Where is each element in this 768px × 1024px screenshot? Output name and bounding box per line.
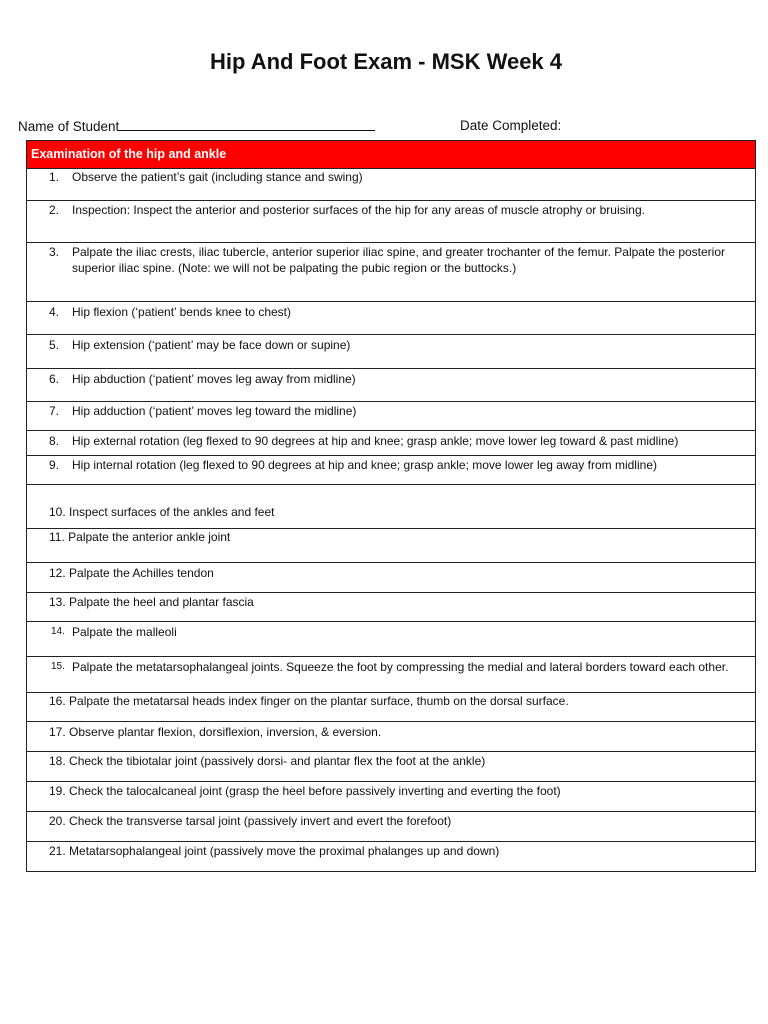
item-number: 21. [49, 844, 66, 858]
checklist-row [27, 169, 755, 201]
checklist-row [27, 201, 755, 243]
item-text: Hip adduction (‘patient’ moves leg toward the midline) [72, 404, 357, 418]
item-label: Palpate the anterior ankle joint [68, 530, 231, 544]
checklist-row [27, 456, 755, 485]
checklist-row [27, 657, 755, 693]
checklist-row [27, 622, 755, 657]
item-text [49, 753, 747, 769]
checklist-row [27, 812, 755, 842]
checklist-row [27, 842, 755, 871]
item-text [49, 843, 747, 859]
item-label: Palpate the heel and plantar fascia [69, 595, 254, 609]
checklist-row [27, 752, 755, 782]
item-number: 15. [51, 661, 65, 672]
item-number: 13. [49, 595, 66, 609]
checklist-row [27, 529, 755, 563]
student-name-label: Name of Student [18, 119, 120, 134]
item-label: Inspect surfaces of the ankles and feet [69, 505, 275, 519]
item-text: Observe the patient’s gait (including stance and swing) [72, 170, 363, 184]
item-number: 1. [49, 170, 60, 184]
item-text [49, 594, 747, 610]
item-label: Check the transverse tarsal joint (passively invert and evert the forefoot) [69, 814, 452, 828]
table-header: Examination of the hip and ankle [27, 141, 755, 169]
item-text [49, 783, 747, 799]
item-number: 9. [49, 458, 60, 472]
checklist-row [27, 563, 755, 593]
checklist-row [27, 302, 755, 335]
item-number: 14. [51, 626, 65, 637]
item-text: Hip flexion (‘patient’ bends knee to chest) [72, 305, 292, 319]
checklist-row [27, 782, 755, 812]
item-text: Palpate the malleoli [72, 625, 177, 639]
item-number: 2. [49, 203, 60, 217]
date-completed-field [460, 117, 561, 135]
item-text [49, 565, 747, 581]
item-number: 11. [49, 530, 65, 544]
checklist-row [27, 693, 755, 722]
exam-checklist-table [26, 140, 756, 872]
item-number: 3. [49, 245, 60, 259]
item-number: 4. [49, 305, 60, 319]
item-label: Check the talocalcaneal joint (grasp the heel before passively inverting and everting the foot) [69, 784, 561, 798]
item-number: 10. [49, 505, 66, 519]
item-number: 12. [49, 566, 66, 580]
item-number: 7. [49, 404, 60, 418]
checklist-row [27, 593, 755, 622]
item-number: 19. [49, 784, 66, 798]
item-text: Hip external rotation (leg flexed to 90 degrees at hip and knee; grasp ankle; move lower leg toward & past midline) [72, 434, 679, 448]
item-number: 5. [49, 338, 60, 352]
item-number: 16. [49, 694, 66, 708]
item-label: Metatarsophalangeal joint (passively move the proximal phalanges up and down) [69, 844, 500, 858]
item-text [49, 813, 747, 829]
checklist-row [27, 485, 755, 529]
item-text: Palpate the metatarsophalangeal joints. Squeeze the foot by compressing the medial and lateral borders toward each other. [72, 660, 729, 674]
checklist-row [27, 431, 755, 456]
item-number: 17. [49, 725, 66, 739]
item-number: 6. [49, 372, 60, 386]
item-label: Check the tibiotalar joint (passively dorsi- and plantar flex the foot at the ankle) [69, 754, 486, 768]
date-completed-label: Date Completed: [460, 118, 562, 133]
checklist-row [27, 335, 755, 369]
item-text: Hip extension (‘patient’ may be face down or supine) [72, 338, 351, 352]
item-text [49, 529, 747, 545]
checklist-row [27, 369, 755, 402]
item-number: 20. [49, 814, 66, 828]
item-text: Palpate the iliac crests, iliac tubercle, anterior superior iliac spine, and greater trochanter of the femur. Palpate the posterior superior iliac spine. (Note: we will not be palpating the pubic region or the buttocks.) [72, 245, 726, 275]
item-text [49, 693, 747, 709]
checklist-row [27, 722, 755, 752]
item-text [49, 504, 747, 520]
item-text: Hip internal rotation (leg flexed to 90 degrees at hip and knee; grasp ankle; move lower leg away from midline) [72, 458, 657, 472]
item-number: 8. [49, 434, 60, 448]
student-name-field [18, 117, 375, 136]
checklist-row [27, 243, 755, 302]
item-label: Palpate the Achilles tendon [69, 566, 214, 580]
checklist-row [27, 402, 755, 431]
student-name-blank[interactable] [119, 117, 375, 131]
item-text: Hip abduction (‘patient’ moves leg away from midline) [72, 372, 356, 386]
item-text [49, 724, 747, 740]
page-title: Hip And Foot Exam - MSK Week 4 [209, 49, 563, 74]
item-text: Inspection: Inspect the anterior and posterior surfaces of the hip for any areas of muscle atrophy or bruising. [72, 203, 645, 217]
item-number: 18. [49, 754, 66, 768]
item-label: Observe plantar flexion, dorsiflexion, inversion, & eversion. [69, 725, 382, 739]
item-label: Palpate the metatarsal heads index finger on the plantar surface, thumb on the dorsal surface. [69, 694, 569, 708]
